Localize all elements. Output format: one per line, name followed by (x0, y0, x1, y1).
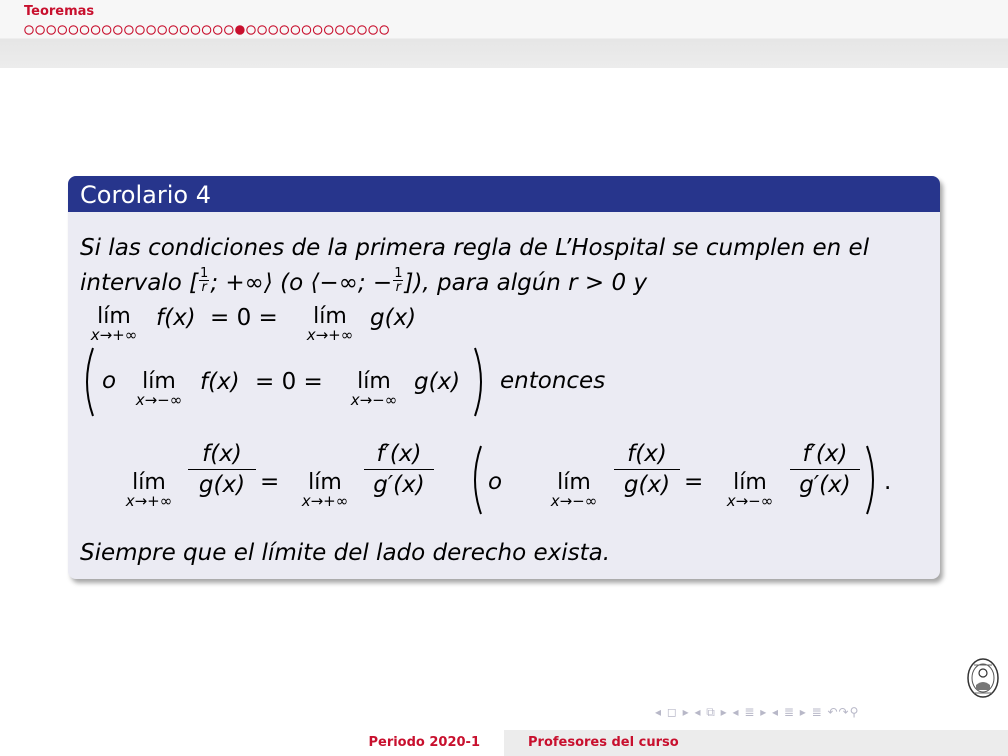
progress-dot[interactable] (147, 26, 155, 34)
equals-sign: = (260, 469, 280, 495)
limit-pos-inf: lím x→+∞ (301, 470, 349, 510)
limit-pos-inf: lím x→+∞ (306, 304, 354, 344)
fraction-one-over-r: $\frac{1}{r}$ (394, 266, 403, 295)
progress-dot[interactable] (380, 26, 388, 34)
progress-dot[interactable] (36, 26, 44, 34)
progress-dot[interactable] (358, 26, 366, 34)
slide-progress-dots[interactable] (24, 24, 404, 36)
gx-term: g(x) (414, 369, 461, 395)
progress-dot[interactable] (225, 26, 233, 34)
progress-dot[interactable] (158, 26, 166, 34)
progress-dot[interactable] (247, 26, 255, 34)
period: . (884, 469, 892, 495)
fraction-fprime-over-gprime: $\frac{f'(x)}{g'(x)}$ (364, 441, 434, 498)
progress-dot[interactable] (136, 26, 144, 34)
or-word: o (488, 469, 503, 495)
equals-sign: = (684, 469, 704, 495)
limit-pos-inf: lím x→+∞ (90, 304, 138, 344)
progress-dot[interactable] (191, 26, 199, 34)
progress-dot[interactable] (80, 26, 88, 34)
gx-term: g(x) (370, 305, 417, 331)
progress-dot[interactable] (103, 26, 111, 34)
university-seal-icon (966, 657, 1000, 699)
big-left-paren (468, 444, 484, 516)
progress-dot[interactable] (258, 26, 266, 34)
footer-period: Periodo 2020-1 (0, 730, 504, 756)
fx-term: f(x) (156, 305, 196, 331)
limit-neg-inf: lím x→−∞ (726, 470, 774, 510)
progress-dot[interactable] (47, 26, 55, 34)
section-title[interactable]: Teoremas (24, 4, 95, 19)
progress-dot[interactable] (25, 26, 33, 34)
progress-dot[interactable] (125, 26, 133, 34)
closing-statement: Siempre que el límite del lado derecho exista. (80, 540, 611, 566)
progress-dot[interactable] (313, 26, 321, 34)
progress-dot[interactable] (280, 26, 288, 34)
progress-dot[interactable] (302, 26, 310, 34)
progress-dot[interactable] (214, 26, 222, 34)
header-bar (0, 0, 1008, 68)
eq-zero: = 0 = (210, 305, 278, 331)
progress-dot[interactable] (202, 26, 210, 34)
entonces-word: entonces (500, 368, 606, 394)
progress-dot[interactable] (325, 26, 333, 34)
big-right-paren (472, 346, 488, 418)
block-body (80, 212, 930, 579)
limit-neg-inf: lím x→−∞ (550, 470, 598, 510)
progress-dot[interactable] (336, 26, 344, 34)
block-title: Corolario 4 (68, 176, 940, 212)
big-left-paren (80, 346, 96, 418)
progress-dot[interactable] (291, 26, 299, 34)
statement-line-1: Si las condiciones de la primera regla de L’Hospital se cumplen en el (80, 235, 870, 261)
fraction-f-over-g: $\frac{f(x)}{g(x)}$ (188, 441, 256, 498)
progress-dot[interactable] (180, 26, 188, 34)
progress-dot[interactable] (369, 26, 377, 34)
big-right-paren (864, 444, 880, 516)
navigation-controls[interactable]: ◂ ◻ ▸ ◂ ⧉ ▸ ◂ ≣ ▸ ◂ ≣ ▸ ≣ ↶↷⚲ (655, 705, 860, 719)
footer-authors: Profesores del curso (504, 730, 1008, 756)
limit-neg-inf: lím x→−∞ (135, 369, 183, 409)
corollary-block (68, 176, 940, 579)
eq-zero: = 0 = (255, 369, 323, 395)
progress-dot[interactable] (236, 26, 244, 34)
or-word: o (102, 368, 117, 394)
fraction-fprime-over-gprime: $\frac{f'(x)}{g'(x)}$ (790, 441, 860, 498)
fx-term: f(x) (200, 369, 240, 395)
fraction-f-over-g: $\frac{f(x)}{g(x)}$ (614, 441, 680, 498)
limit-pos-inf: lím x→+∞ (125, 470, 173, 510)
progress-dot[interactable] (114, 26, 122, 34)
progress-dot[interactable] (269, 26, 277, 34)
progress-dot[interactable] (347, 26, 355, 34)
progress-dot[interactable] (58, 26, 66, 34)
progress-dot[interactable] (169, 26, 177, 34)
fraction-one-over-r: $\frac{1}{r}$ (200, 266, 209, 295)
progress-dot[interactable] (91, 26, 99, 34)
footer (0, 730, 1008, 756)
statement-line-2: intervalo [ $\frac{1}{r}$ ; +∞⟩ (o ⟨−∞; − $\frac{1}{r}$ ]), para algún r > 0 y (80, 266, 648, 296)
progress-dot[interactable] (69, 26, 77, 34)
limit-neg-inf: lím x→−∞ (350, 369, 398, 409)
